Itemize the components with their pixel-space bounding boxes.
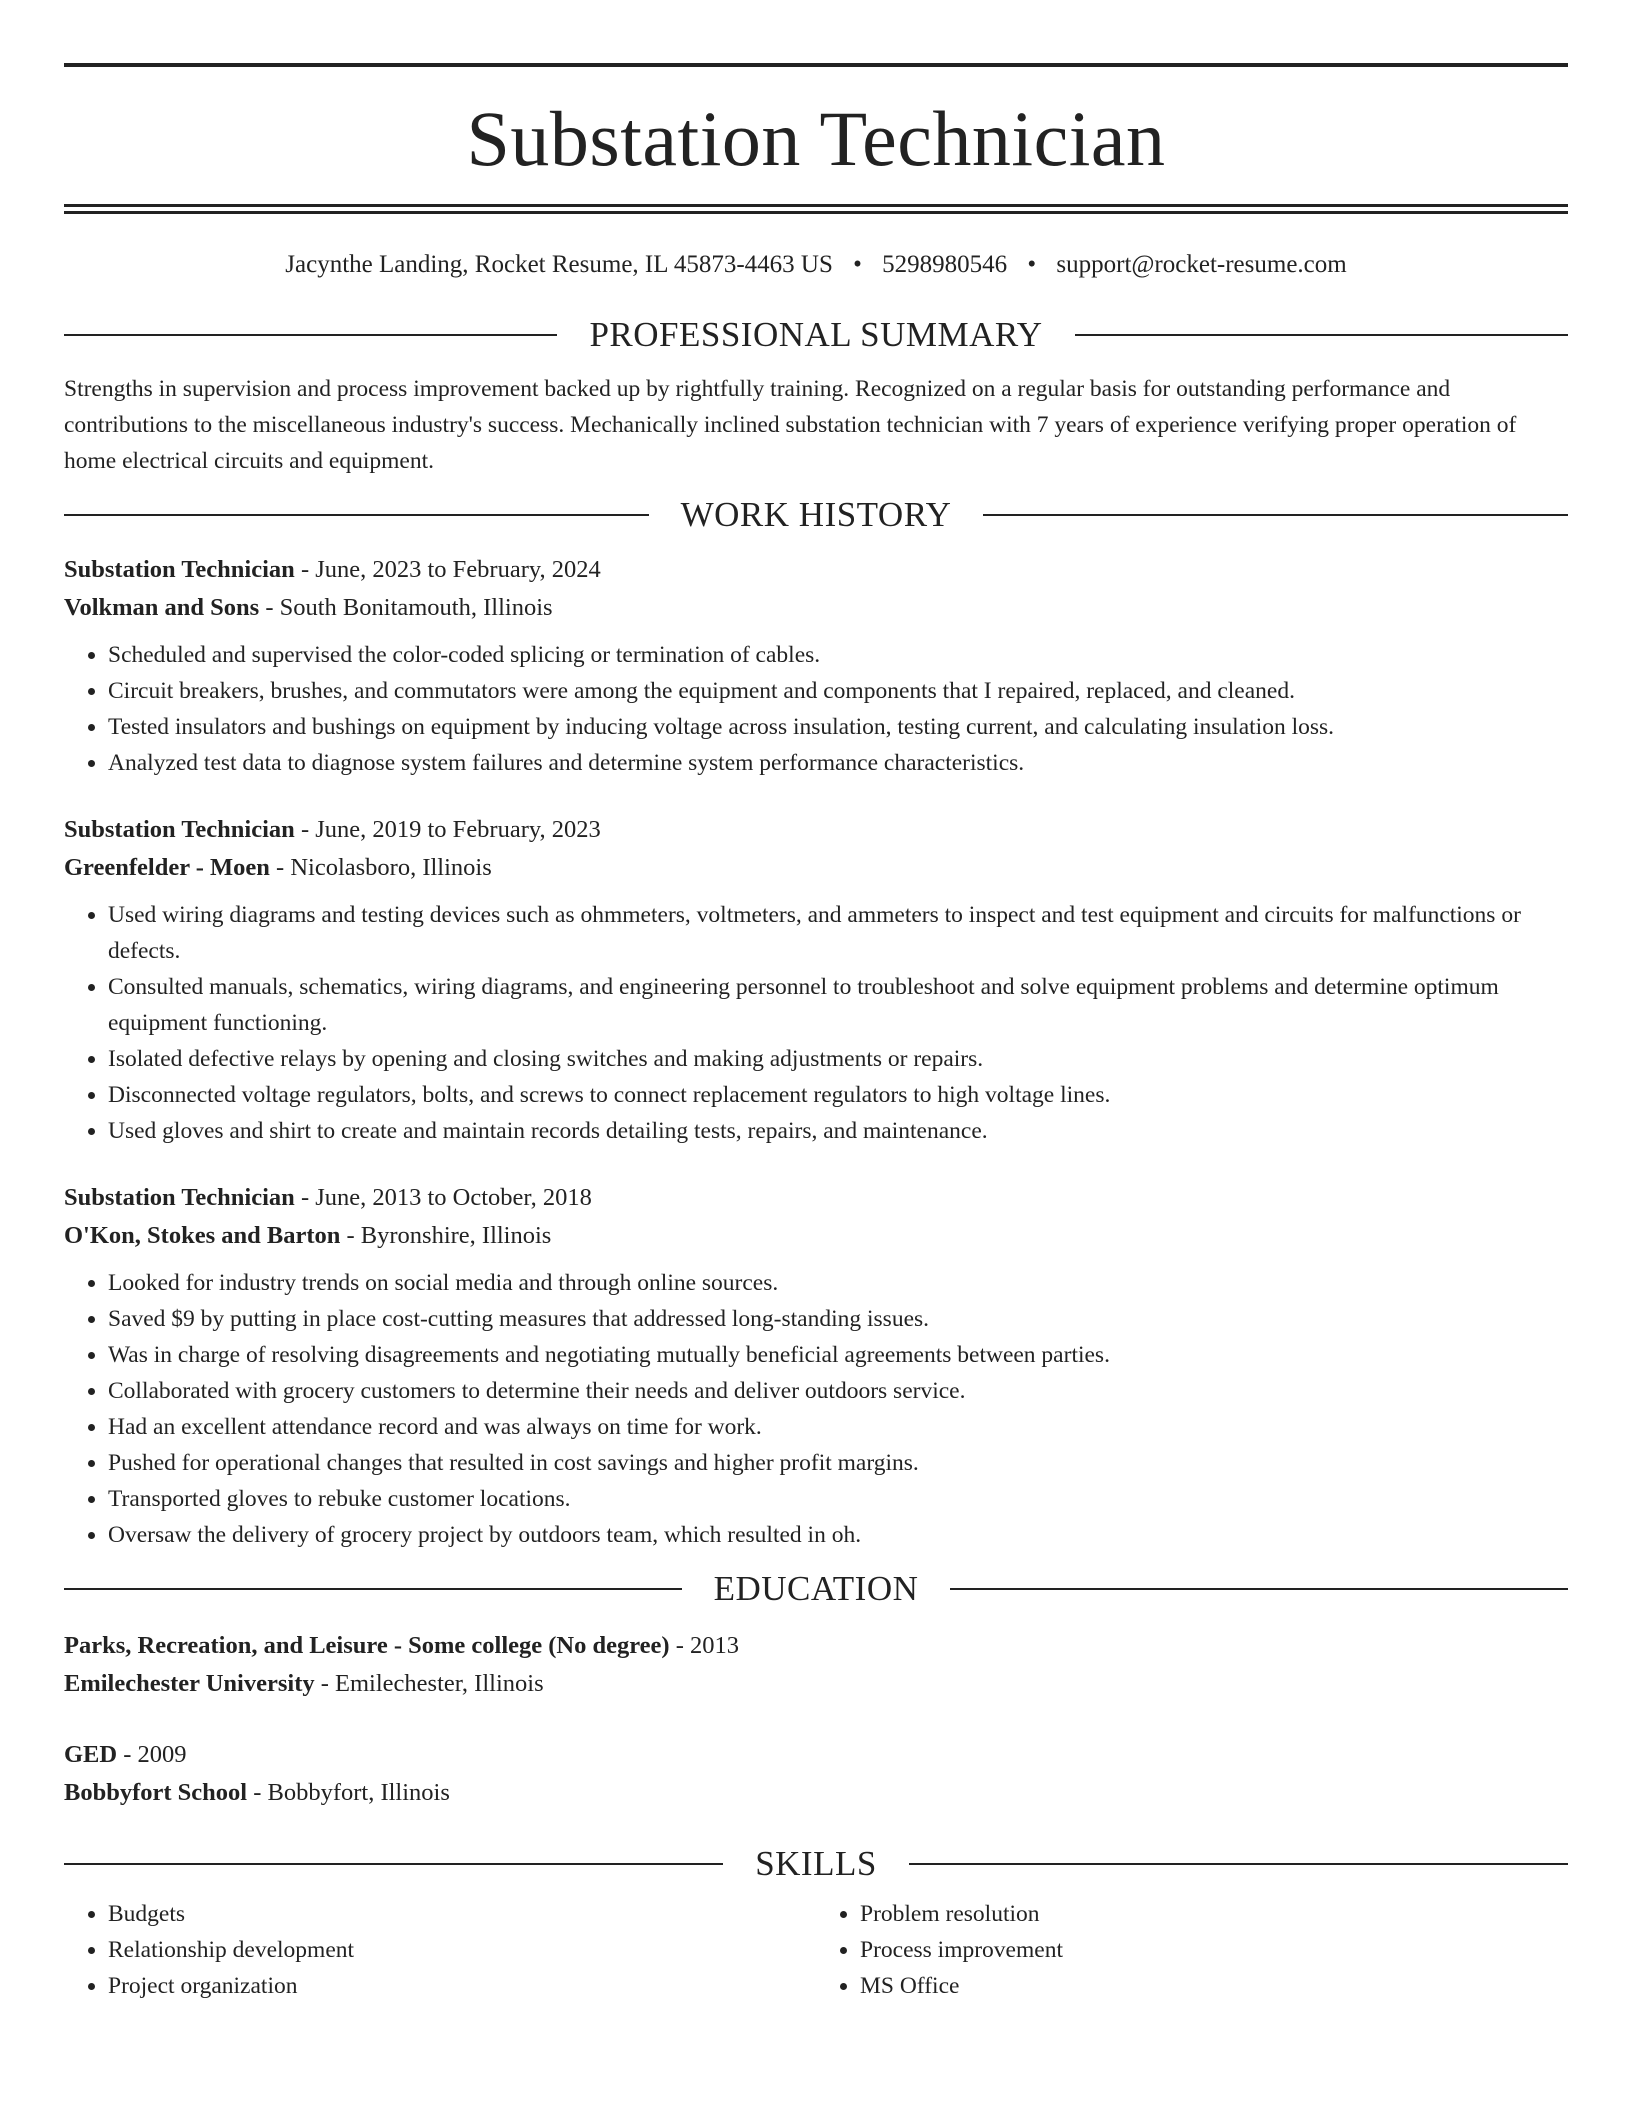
resume-page [64, 0, 1568, 2004]
divider-line [64, 1863, 723, 1865]
list-item: • Disconnected voltage regulators, bolts, and screws to connect replacement regulators to high voltage lines. [108, 1077, 1568, 1113]
education-location: - Bobbyfort, Illinois [247, 1779, 450, 1806]
divider-line [64, 1588, 682, 1590]
section-title: SKILLS [755, 1844, 877, 1883]
divider-line [64, 514, 649, 516]
job-dates: - June, 2023 to February, 2024 [294, 556, 601, 583]
list-item: • Process improvement [860, 1932, 1568, 1968]
job-location: - South Bonitamouth, Illinois [259, 594, 553, 621]
job-company-line [64, 1217, 1568, 1255]
contact-line [64, 248, 1568, 282]
section-header-summary [64, 313, 1568, 357]
section-title: EDUCATION [713, 1569, 919, 1608]
list-item: • Relationship development [108, 1932, 816, 1968]
education-location: - Emilechester, Illinois [314, 1670, 544, 1697]
list-item: • Circuit breakers, brushes, and commutators were among the equipment and components that I repaired, replaced, and cleaned. [108, 673, 1568, 709]
list-item: • Used gloves and shirt to create and maintain records detailing tests, repairs, and maintenance. [108, 1113, 1568, 1149]
list-item: • Tested insulators and bushings on equipment by inducing voltage across insulation, testing current, and calculating insulation loss. [108, 709, 1568, 745]
section-header-education [64, 1567, 1568, 1611]
contact-phone: 5298980546 [882, 251, 1008, 278]
contact-email: support@rocket-resume.com [1056, 251, 1347, 278]
list-item: • Budgets [108, 1896, 816, 1932]
job-bullets [64, 637, 1568, 781]
divider-line [950, 1588, 1568, 1590]
education-year: - 2013 [669, 1632, 739, 1659]
job-company: Greenfelder - Moen [64, 854, 270, 881]
list-item: • Used wiring diagrams and testing devices such as ohmmeters, voltmeters, and ammeters to inspect and test equipment and circuits for malfunctions or defects. [108, 897, 1568, 969]
list-item: • Looked for industry trends on social media and through online sources. [108, 1265, 1568, 1301]
skills-column-right [816, 1896, 1568, 2004]
double-rule [64, 204, 1568, 214]
list-item: • Analyzed test data to diagnose system failures and determine system performance characteristics. [108, 745, 1568, 781]
job-company-line [64, 849, 1568, 887]
list-item: • MS Office [860, 1968, 1568, 2004]
section-title: WORK HISTORY [680, 495, 952, 534]
job-bullets [64, 1265, 1568, 1553]
job-title-line [64, 1179, 1568, 1217]
divider-line [64, 334, 557, 336]
job-title: Substation Technician [64, 1184, 295, 1211]
resume-name: Substation Technician [466, 95, 1166, 182]
job-dates: - June, 2019 to February, 2023 [294, 816, 601, 843]
top-rule [64, 63, 1568, 67]
list-item: • Transported gloves to rebuke customer locations. [108, 1481, 1568, 1517]
list-item: • Scheduled and supervised the color-coded splicing or termination of cables. [108, 637, 1568, 673]
education-school: Bobbyfort School [64, 1779, 248, 1806]
contact-address: Jacynthe Landing, Rocket Resume, IL 45873-4463 US [285, 251, 833, 278]
education-school-line [64, 1774, 1568, 1812]
divider-line [983, 514, 1568, 516]
list-item: • Collaborated with grocery customers to determine their needs and deliver outdoors service. [108, 1373, 1568, 1409]
job-location: - Byronshire, Illinois [340, 1222, 552, 1249]
job-dates: - June, 2013 to October, 2018 [294, 1184, 592, 1211]
list-item: • Saved $9 by putting in place cost-cutting measures that addressed long-standing issues. [108, 1301, 1568, 1337]
list-item: • Project organization [108, 1968, 816, 2004]
education-year: - 2009 [117, 1741, 187, 1768]
education-school-line [64, 1665, 1568, 1703]
divider-line [1075, 334, 1568, 336]
list-item: • Was in charge of resolving disagreements and negotiating mutually beneficial agreements between parties. [108, 1337, 1568, 1373]
education-entry [64, 1736, 1568, 1812]
section-title: PROFESSIONAL SUMMARY [589, 315, 1043, 354]
education-degree: GED [64, 1741, 118, 1768]
contact-separator: • [1027, 251, 1037, 278]
list-item: • Oversaw the delivery of grocery project by outdoors team, which resulted in oh. [108, 1517, 1568, 1553]
section-header-skills [64, 1842, 1568, 1886]
summary-text: Strengths in supervision and process improvement backed up by rightfully training. Recognized on a regular basis for outstanding performance and contributions to the miscellaneous industry's success. Mechanically inclined substation technician with 7 years of experience verifying proper operation of home electrical circuits and equipment. [64, 376, 1517, 474]
skills-list [64, 1896, 1568, 2004]
education-degree-line [64, 1627, 1568, 1665]
job-entry [64, 811, 1568, 1149]
divider-line [909, 1863, 1568, 1865]
job-company: Volkman and Sons [64, 594, 260, 621]
job-title-line [64, 551, 1568, 589]
job-title: Substation Technician [64, 816, 295, 843]
education-school: Emilechester University [64, 1670, 315, 1697]
job-company: O'Kon, Stokes and Barton [64, 1222, 341, 1249]
education-degree-line [64, 1736, 1568, 1774]
list-item: • Had an excellent attendance record and was always on time for work. [108, 1409, 1568, 1445]
job-entry [64, 551, 1568, 781]
list-item: • Pushed for operational changes that resulted in cost savings and higher profit margins. [108, 1445, 1568, 1481]
education-degree: Parks, Recreation, and Leisure - Some college (No degree) [64, 1632, 670, 1659]
education-entry [64, 1627, 1568, 1703]
job-title-line [64, 811, 1568, 849]
job-location: - Nicolasboro, Illinois [269, 854, 492, 881]
job-title: Substation Technician [64, 556, 295, 583]
section-header-work [64, 493, 1568, 537]
skills-column-left [64, 1896, 816, 2004]
list-item: • Consulted manuals, schematics, wiring diagrams, and engineering personnel to troubleshoot and solve equipment problems and determine optimum equipment functioning. [108, 969, 1568, 1041]
contact-separator: • [853, 251, 862, 278]
list-item: • Problem resolution [860, 1896, 1568, 1932]
job-entry [64, 1179, 1568, 1553]
job-company-line [64, 589, 1568, 627]
job-bullets [64, 897, 1568, 1149]
list-item: • Isolated defective relays by opening and closing switches and making adjustments or repairs. [108, 1041, 1568, 1077]
